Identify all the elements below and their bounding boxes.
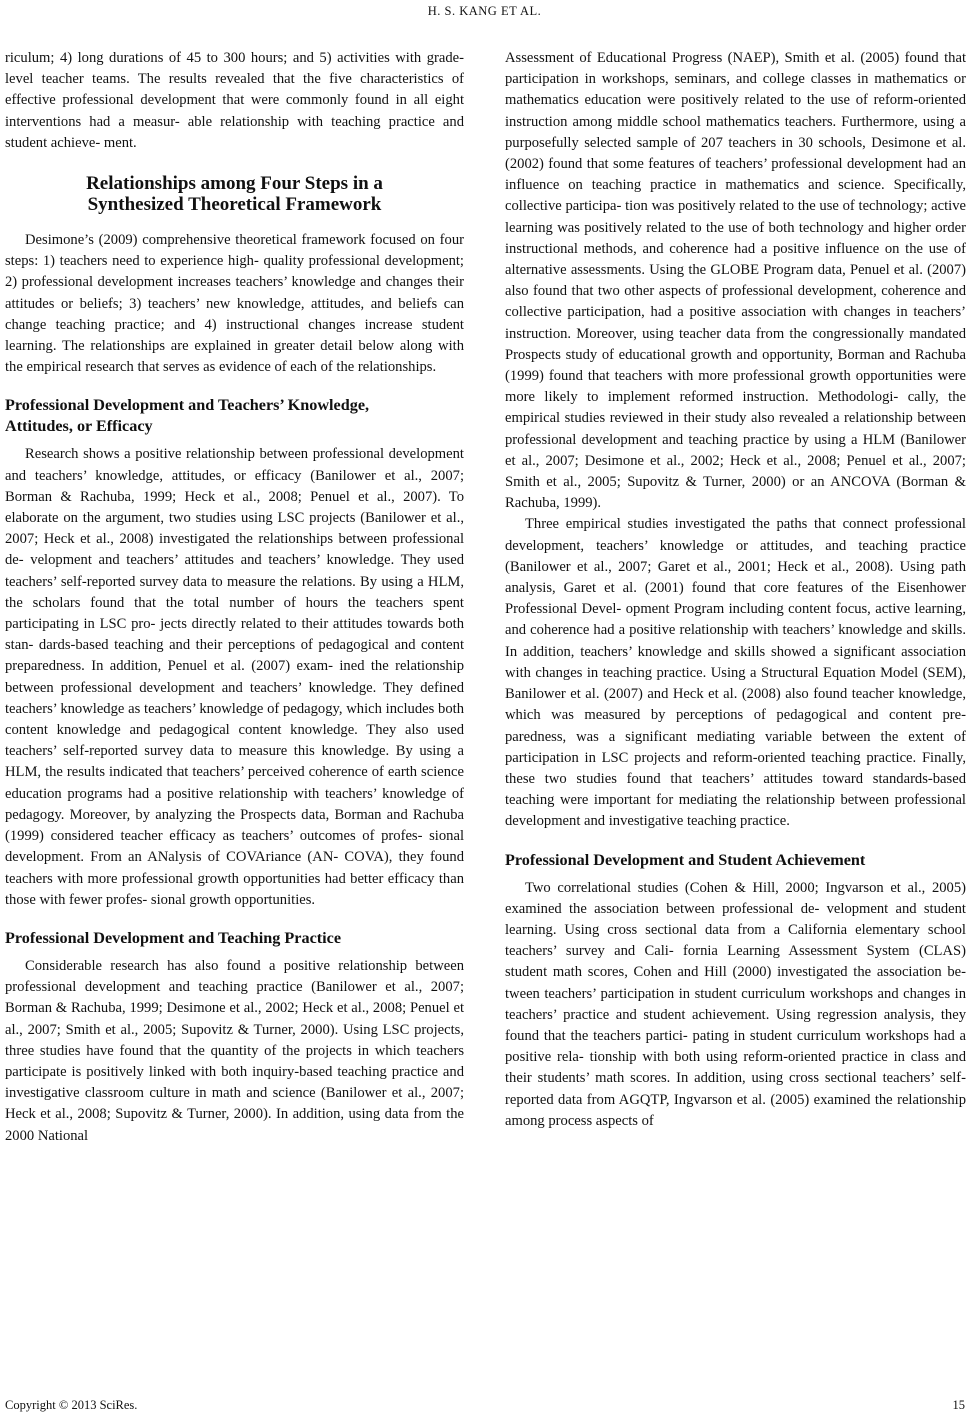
copyright-notice: Copyright © 2013 SciRes. (5, 1398, 138, 1412)
paragraph: riculum; 4) long durations of 45 to 300 hours; and 5) activities with grade-level teacher teams. The results revealed that the five characteristics of effective professional development that were commonly found in all eight interventions had a measur- able relationship with teaching practice and student achieve- ment. (5, 50, 464, 151)
heading-line: Synthesized Theoretical Framework (87, 194, 382, 216)
paragraph: Assessment of Educational Progress (NAEP), Smith et al. (2005) found that participation in workshops, seminars, and college classes in mathematics or mathematics education were positively related to the use of reform-oriented instruction among middle school mathematics teachers. Furthermore, using a purposefully selected sample of 207 teachers in 30 schools, Desimone et al. (2002) found that some features of teachers’ professional development had an influence on teaching practice in mathematics and science. Specifically, collective participa- tion was positively related to the use of technology; active learning was positively related to the use of both technology and higher order instructional methods, and coherence had a positive influence on the use of alternative assessments. Using the GLOBE Program data, Penuel et al. (2007) also found that two other aspects of professional development, coherence and collective participation, had a positive association with changes in teachers’ instruction. Moreover, using teacher data from the congressionally mandated Prospects study of educational growth and opportunity, Borman and Rachuba (1999) found that teachers with more professional growth opportunities were more likely to implement reformed instruction. Methodologi- cally, the empirical studies reviewed in their study also revealed a relationship between professional development and teaching practice by using a HLM (Banilower et al., 2007; Desimone et al., 2002; Heck et al., 2008; Penuel et al., 2007; Smith et al., 2005; Supovitz & Turner, 2000) or an ANCOVA (Borman & Rachuba, 1999). (505, 50, 966, 512)
left-column (5, 48, 464, 1147)
heading-line: Attitudes, or Efficacy (5, 417, 153, 436)
subsection-heading: Professional Development and Teaching Practice (5, 928, 342, 947)
page-number: 15 (952, 1398, 965, 1412)
right-column (505, 48, 966, 1132)
heading-line: Professional Development and Teachers’ Knowledge, (5, 396, 370, 415)
running-head: H. S. KANG ET AL. (427, 4, 542, 18)
section-heading (5, 173, 464, 215)
paragraph: Three empirical studies investigated the paths that connect professional development, teachers’ knowledge or attitudes, and teaching practice (Banilower et al., 2007; Garet et al., 2001; Heck et al., 2008). Using path analysis, Garet et al. (2001) found that core features of the Eisenhower Professional Devel- opment Program including content focus, active learning, and coherence had a positive relationship with teachers’ knowledge and skills. In addition, teachers’ knowledge and skills showed a significant association with changes in teaching practice. Using a Structural Equation Model (SEM), Banilower et al. (2007) and Heck et al. (2008) also found teacher knowledge, which was measured by perceptions of pedagogical and content pre- paredness, was a significant mediating variable between the extent of participation in LSC projects and reform-oriented teaching practice. Finally, these two studies found that teachers’ attitudes toward standards-based teaching were important for mediating the relationship between professional development and investigative teaching practice. (505, 516, 966, 830)
subsection-heading (5, 395, 464, 437)
paragraph: Considerable research has also found a positive relationship between professional development and teaching practice (Banilower et al., 2007; Borman & Rachuba, 1999; Desimone et al., 2002; Heck et al., 2008; Penuel et al., 2007; Smith et al., 2005; Supovitz & Turner, 2000). Using LSC projects, three studies have found that the quantity of the projects in which teachers participate is positively linked with both inquiry-based teaching practice and investigative classroom culture in math and science (Banilower et al., 2007; Heck et al., 2008; Supovitz & Turner, 2000). In addition, using data from the 2000 National (5, 957, 464, 1144)
subsection-heading: Professional Development and Student Achievement (505, 850, 866, 869)
paragraph: Research shows a positive relationship between professional development and teachers’ knowledge, attitudes, or efficacy (Banilower et al., 2007; Borman & Rachuba, 1999; Heck et al., 2008; Penuel et al., 2007). To elaborate on the argument, two studies using LSC projects (Banilower et al., 2007; Heck et al., 2008) investigated the relationships between professional de- velopment and teachers’ attitudes and teachers’ knowledge. They used teachers’ self-reported survey data to measure the relations. By using a HLM, the scholars found that the total number of hours the teachers spent participating in LSC pro- jects directly related to their attitudes towards both stan- dards-based teaching and their perceptions of pedagogical and content preparedness. In addition, Penuel et al. (2007) exam- ined the relationship between professional development and teachers’ knowledge. They defined teachers’ knowledge as teachers’ knowledge of pedagogy, which includes both content knowledge and pedagogical content knowledge. They also used teachers’ self-reported survey data to measure this knowledge. By using a HLM, the results indicated that teachers’ perceived coherence of earth science education programs had a positive relationship with teachers’ knowledge of pedagogy. Moreover, by analyzing the Prospects data, Borman and Rachuba (1999) considered teacher efficacy as teachers’ outcomes of profes- sional development. From an ANalysis of COVAriance (AN- COVA), they found teachers with more professional growth opportunities had better efficacy than those with fewer profes- sional growth opportunities. (5, 446, 464, 908)
paragraph: Two correlational studies (Cohen & Hill, 2000; Ingvarson et al., 2005) examined the association between professional de- velopment and student learning. Using cross sectional data from a California elementary school teachers’ survey and Cali- fornia Learning Assessment System (CLAS) student math scores, Cohen and Hill (2000) investigated the association be- tween teachers’ participation in student curriculum workshops and changes in teachers’ practice and student achievement. Using regression analysis, they found that the teachers partici- pating in student curriculum workshops had a positive rela- tionship with both using reform-oriented practice in class and their students’ math scores. In addition, using cross sectional teachers’ self-reported data from AGQTP, Ingvarson et al. (2005) examined the relationship among process aspects of (505, 879, 966, 1129)
paragraph: Desimone’s (2009) comprehensive theoretical framework focused on four steps: 1) teachers need to experience high- quality professional development; 2) professional development increases teachers’ knowledge and changes their attitudes or beliefs; 3) teachers’ new knowledge, attitudes, and beliefs can change teaching practice; and 4) instructional changes increase student learning. The relationships are explained in greater detail below along with the empirical research that serves as evidence of each of the relationships. (5, 232, 464, 376)
heading-line: Relationships among Four Steps in a (86, 173, 383, 195)
